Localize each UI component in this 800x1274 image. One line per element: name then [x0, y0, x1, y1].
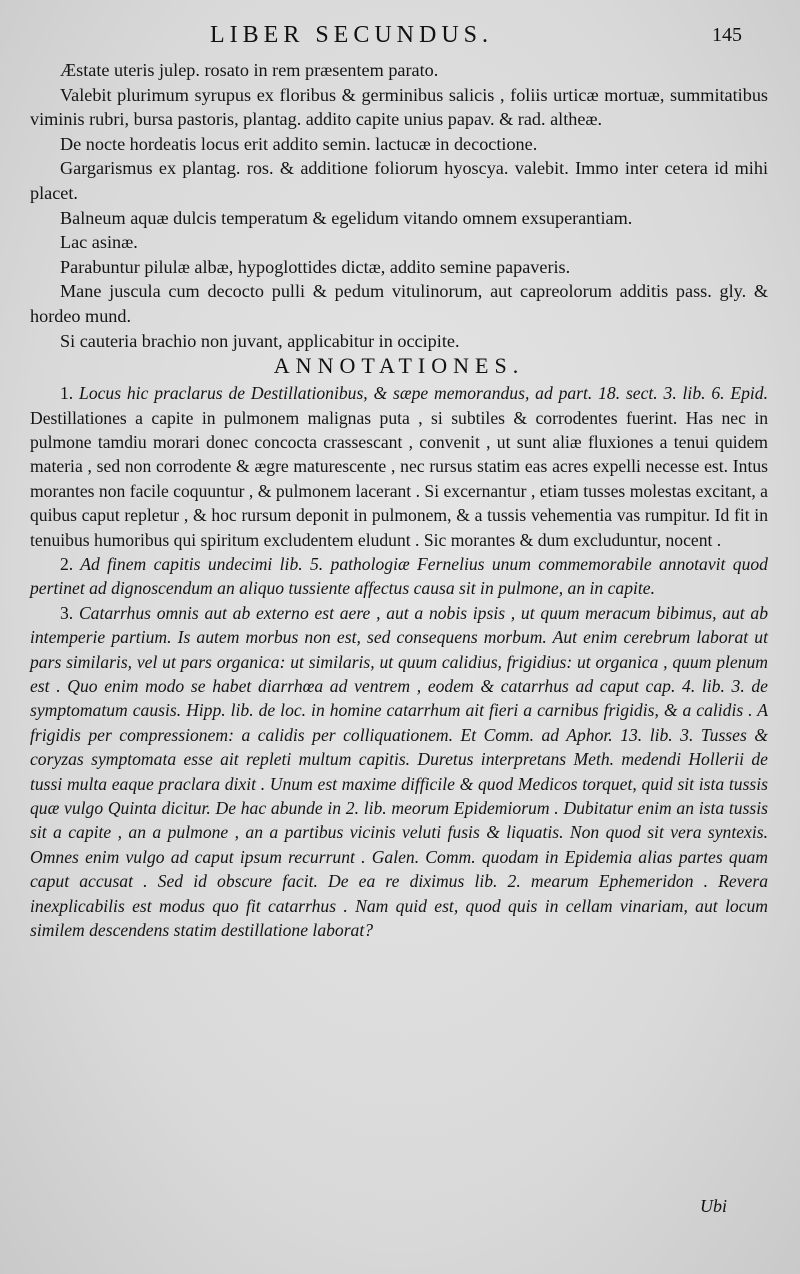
- note-number: 3.: [60, 602, 74, 623]
- page-body: [30, 58, 768, 942]
- page-number: 145: [712, 24, 742, 46]
- recipe-paragraph: Gargarismus ex plantag. ros. & additione foliorum hyoscya. valebit. Immo inter cetera id mihi placet.: [30, 158, 768, 203]
- section-heading: ANNOTATIONES.: [273, 353, 525, 379]
- note-text: Catarrhus omnis aut ab externo est aere , aut a nobis ipsis , ut quum meracum bibimus, aut ab intemperie partium. Is autem morbus non est, sed consequens morbum. Aut enim cerebrum laborat ut pars similaris, vel ut pars organica: ut similaris, ut quum calidius, frigidius: ut organica , quum plenum est . Quo enim modo se habet diarrhœa ad ventrem , eodem & catarrhus ad caput cap. 4. lib. 3. de symptomatum causis. Hipp. lib. de loc. in homine catarrhum ait fieri a carnibus frigidis, & a calidis . A frigidis per compressionem: a calidis per colliquationem. Et Comm. ad Aphor. 13. lib. 3. Tusses & coryzas symptomata esse ait repleti multum capitis. Duretus interpretans Meth. medendi Hollerii de tussi multa eaque praclara dixit . Unum est maxime difficile & quod Medicos torquet, quid sit ista tussis quæ vulgo Quinta dicitur. De hac abunde in 2. lib. meorum Epidemiorum . Dubitatur enim an ista tussis sit a capite , an a pulmone , an a partibus vicinis veluti fusis & liquatis. Non quod sit vera syntexis. Omnes enim vulgo ad caput ipsum recurrunt . Galen. Comm. quodam in Epidemia alias partes quam caput accusat . Sed id obscure facit. De ea re diximus lib. 2. mearum Ephemeridon . Revera inexplicabilis est modus quo fit catarrhus . Nam quid est, quod quis in cellam vinariam, aut locum similem descendens statim destillatione laborat?: [30, 602, 768, 941]
- note-number: 2.: [60, 553, 74, 574]
- recipe-paragraph: Si cauteria brachio non juvant, applicabitur in occipite.: [60, 330, 460, 351]
- catchword: Ubi: [700, 1196, 727, 1216]
- recipe-block: [30, 58, 768, 353]
- recipe-paragraph: De nocte hordeatis locus erit addito semin. lactucæ in decoctione.: [60, 133, 538, 154]
- note-lead: Locus hic praclarus de Destillationibus, & sæpe memorandus, ad part. 18. sect. 3. lib. 6. Epid.: [79, 383, 768, 404]
- recipe-paragraph: Parabuntur pilulæ albæ, hypoglottides dictæ, addito semine papaveris.: [60, 256, 571, 277]
- recipe-paragraph: Mane juscula cum decocto pulli & pedum vitulinorum, aut capreolorum additis pass. gly. & hordeo mund.: [30, 281, 768, 326]
- annotations-block: [30, 381, 768, 942]
- running-head: LIBER SECUNDUS.: [210, 22, 494, 48]
- annotation-paragraph: [30, 381, 768, 552]
- recipe-paragraph: Lac asinæ.: [60, 232, 138, 253]
- page-header: [0, 22, 800, 52]
- recipe-paragraph: Valebit plurimum syrupus ex floribus & germinibus salicis , foliis urticæ mortuæ, summitatibus viminis rubri, bursa pastoris, plantag. addito capite unius papav. & rad. altheæ.: [30, 84, 768, 130]
- note-text: Destillationes a capite in pulmonem malignas puta , si subtiles & corrodentes fuerint. Has nec in pulmone tamdiu morari donec concocta crassescant , convenit , ut sunt aliæ fluxiones a tenui quidem materia , sed non corrodente & ægre maturescente , nec rursus statim eas acres expelli necesse est. Intus morantes non facile coquuntur , & pulmonem lacerant . Si excernantur , etiam tusses molestas excitant, a quibus caput repletur , & hoc rursum deponit in pulmonem, & a tussis vehementia vas rumpitur. Id fit in tenuibus humoribus qui spiritum excludentem eludunt . Sic morantes & dum excluduntur, nocent .: [30, 407, 768, 550]
- recipe-paragraph: Balneum aquæ dulcis temperatum & egelidum vitando omnem exsuperantiam.: [60, 207, 633, 228]
- note-number: 1.: [60, 383, 74, 404]
- note-text: Ad finem capitis undecimi lib. 5. pathologiæ Fernelius unum commemorabile annotavit quod pertinet ad dignoscendum an aliquo tussiente affectus causa sit in pulmone, an in capite.: [30, 553, 768, 599]
- annotation-paragraph: [30, 601, 768, 943]
- recipe-paragraph: Æstate uteris julep. rosato in rem præsentem parato.: [60, 60, 439, 80]
- annotation-paragraph: [30, 552, 768, 601]
